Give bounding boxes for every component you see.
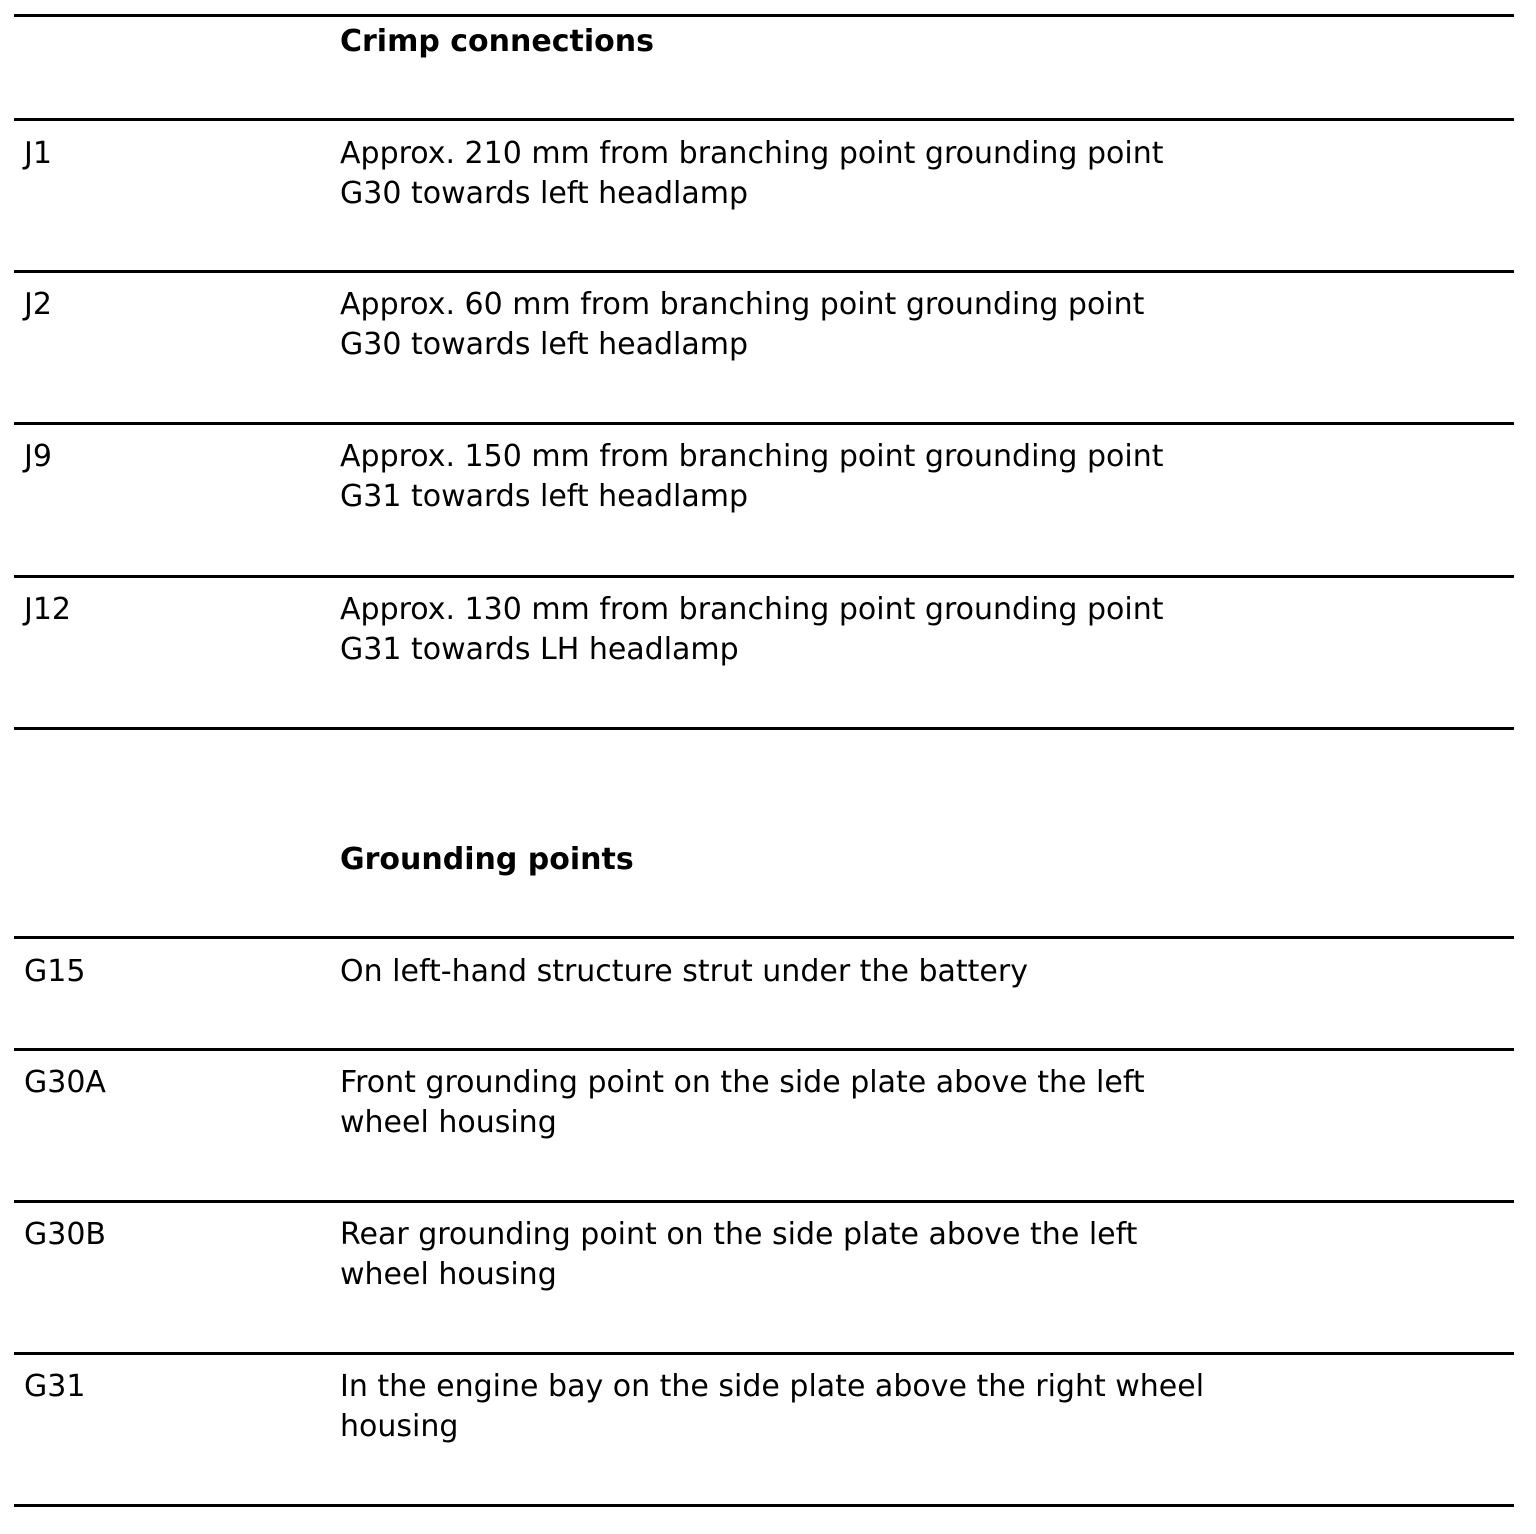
row-code: J2 xyxy=(24,287,52,322)
description-line: G30 towards left headlamp xyxy=(340,176,749,211)
description-line: G30 towards left headlamp xyxy=(340,327,749,362)
row-description xyxy=(340,134,1340,214)
row-description xyxy=(340,1367,1340,1447)
row-description xyxy=(340,1215,1340,1295)
divider xyxy=(14,1504,1514,1507)
divider xyxy=(14,14,1514,17)
divider xyxy=(14,118,1514,121)
divider xyxy=(14,727,1514,730)
row-code: G31 xyxy=(24,1369,86,1404)
row-code: J1 xyxy=(24,136,52,171)
description-line: Front grounding point on the side plate above the left xyxy=(340,1065,1145,1100)
divider xyxy=(14,1200,1514,1203)
row-code: J9 xyxy=(24,439,52,474)
row-code: G15 xyxy=(24,954,86,989)
divider xyxy=(14,422,1514,425)
description-line: Rear grounding point on the side plate above the left xyxy=(340,1217,1138,1252)
divider xyxy=(14,936,1514,939)
description-line: wheel housing xyxy=(340,1105,557,1140)
description-line: Approx. 150 mm from branching point grounding point xyxy=(340,439,1164,474)
divider xyxy=(14,270,1514,273)
row-description xyxy=(340,285,1340,365)
description-line: In the engine bay on the side plate above the right wheel xyxy=(340,1369,1205,1404)
divider xyxy=(14,1048,1514,1051)
description-line: housing xyxy=(340,1409,459,1444)
row-code: J12 xyxy=(24,592,72,627)
description-line: Approx. 210 mm from branching point grounding point xyxy=(340,136,1164,171)
row-description xyxy=(340,1063,1340,1143)
divider xyxy=(14,1352,1514,1355)
section-heading-crimp-connections: Crimp connections xyxy=(340,24,654,59)
row-description xyxy=(340,952,1340,992)
description-line: G31 towards left headlamp xyxy=(340,479,749,514)
row-description xyxy=(340,437,1340,517)
row-code: G30A xyxy=(24,1065,106,1100)
row-code: G30B xyxy=(24,1217,107,1252)
description-line: On left-hand structure strut under the battery xyxy=(340,954,1028,989)
description-line: G31 towards LH headlamp xyxy=(340,632,739,667)
divider xyxy=(14,575,1514,578)
description-line: Approx. 60 mm from branching point grounding point xyxy=(340,287,1145,322)
section-heading-grounding-points: Grounding points xyxy=(340,842,634,877)
description-line: wheel housing xyxy=(340,1257,557,1292)
description-line: Approx. 130 mm from branching point grounding point xyxy=(340,592,1164,627)
row-description xyxy=(340,590,1340,670)
